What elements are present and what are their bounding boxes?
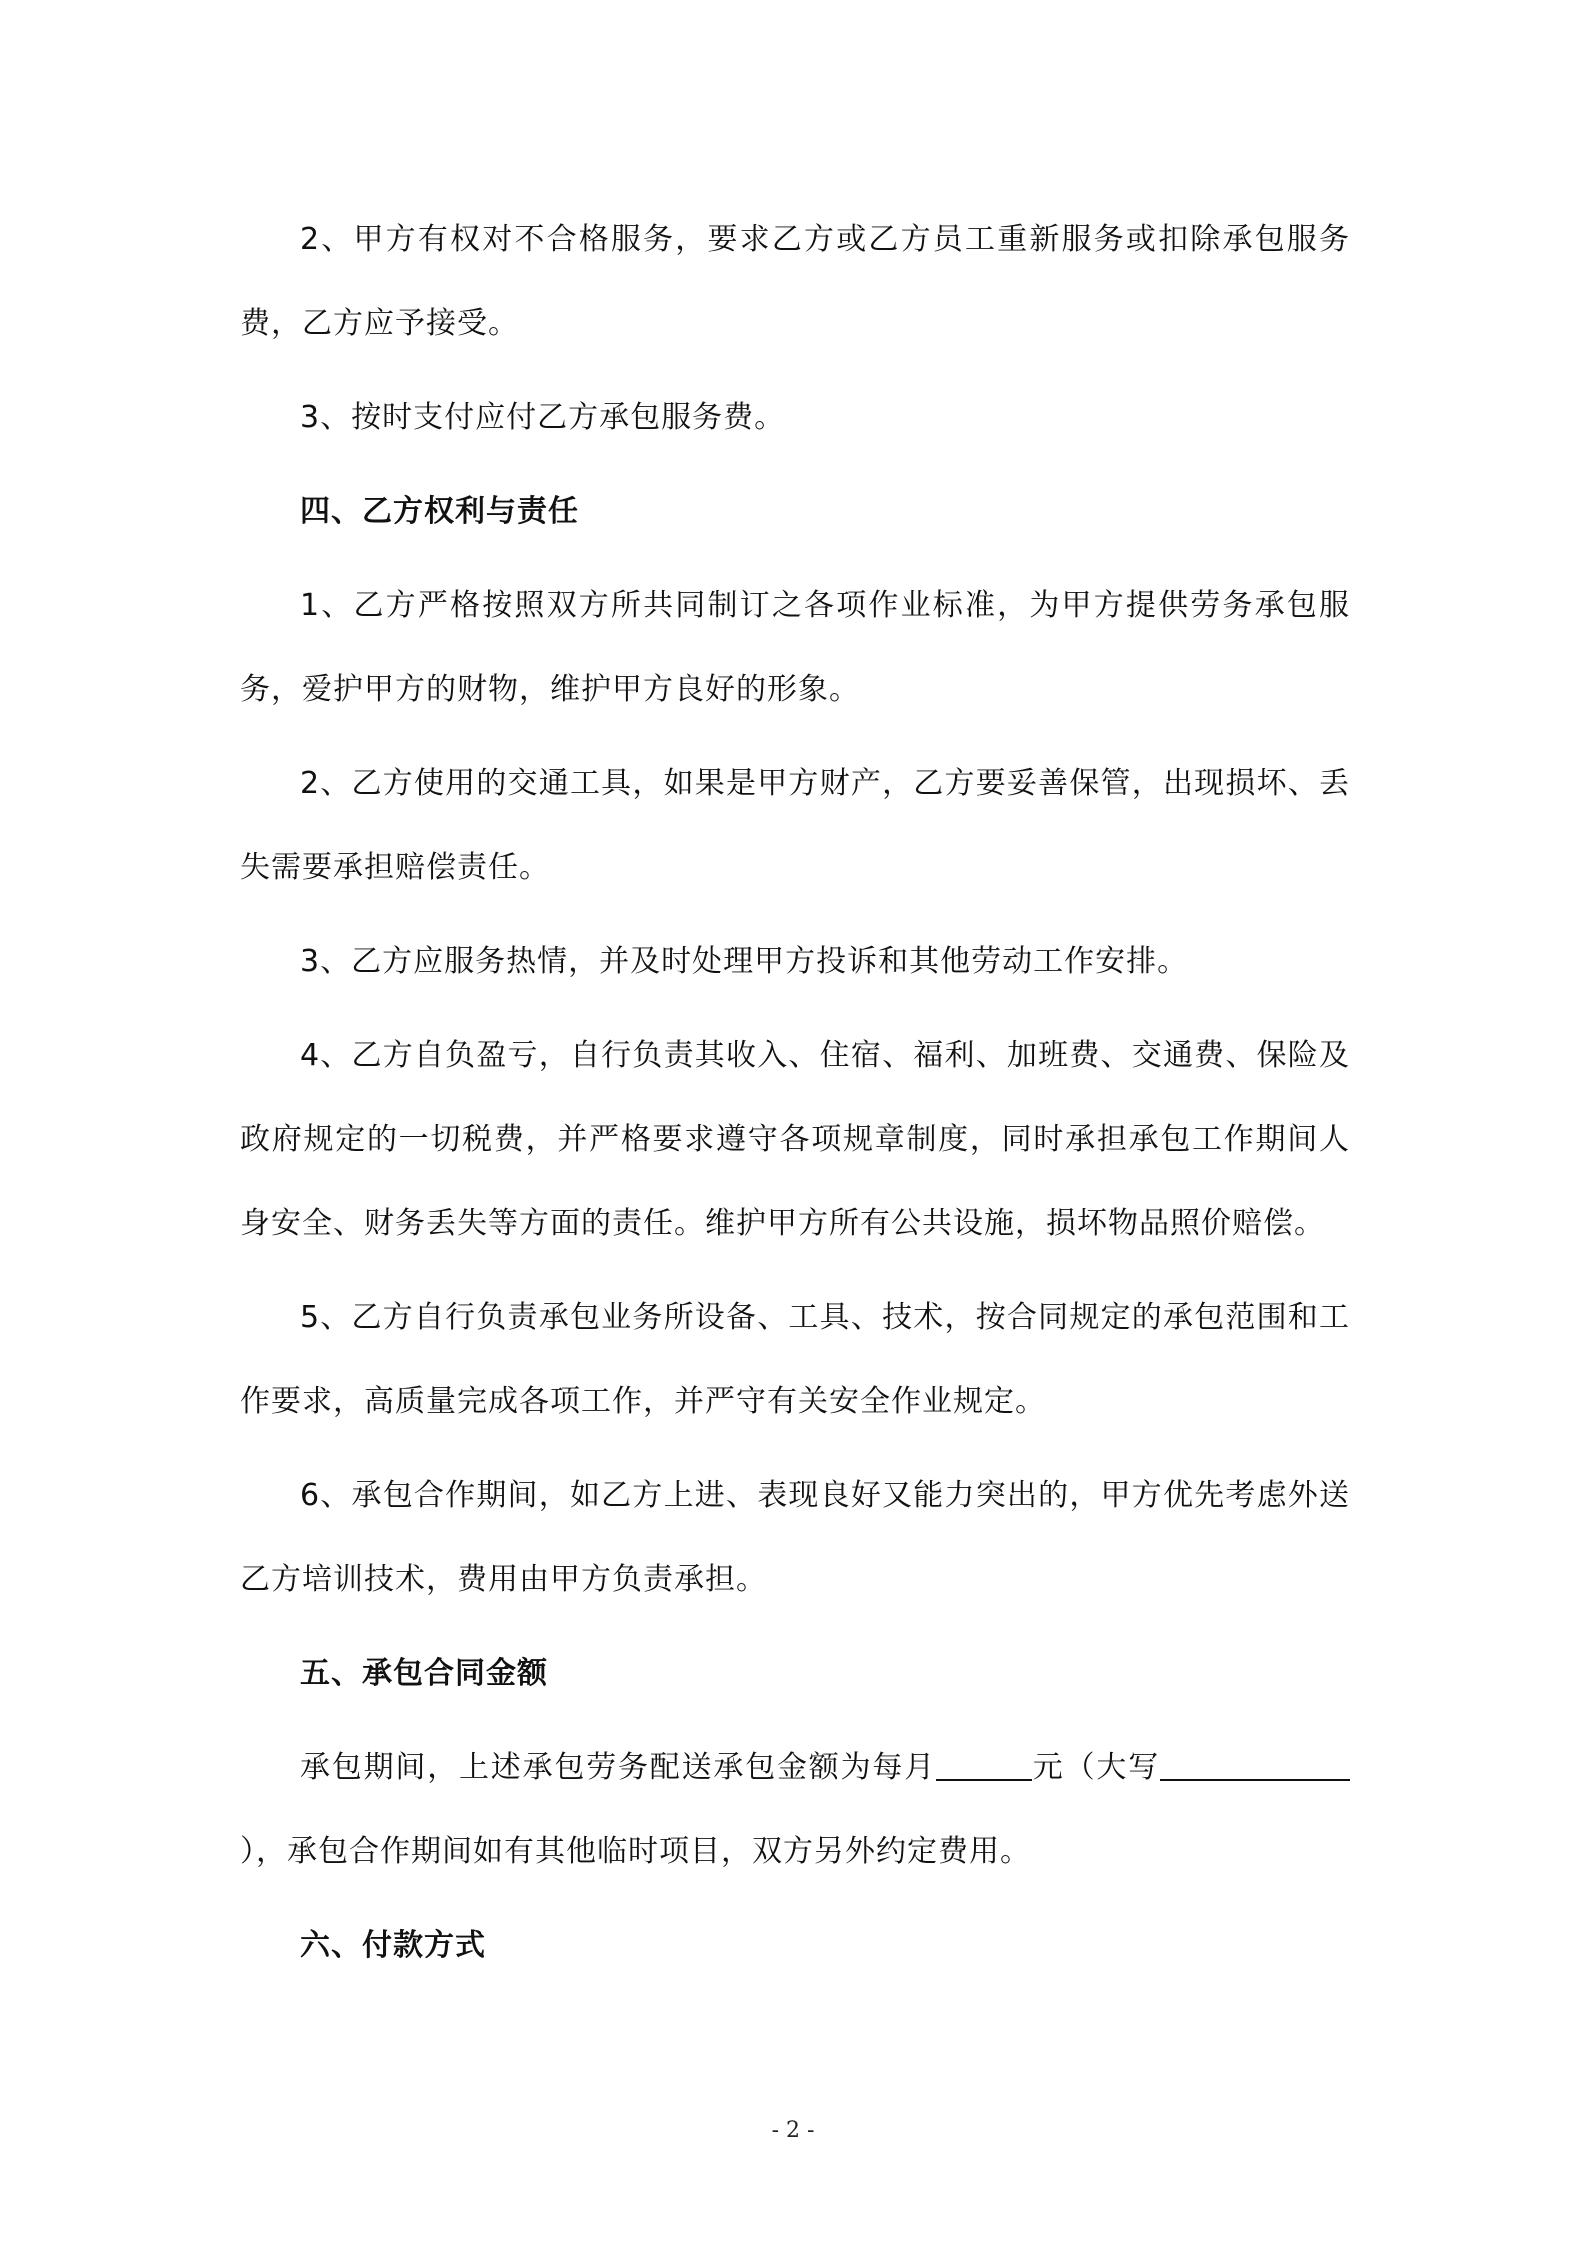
monthly-amount-blank[interactable]: [936, 1749, 1032, 1781]
section-heading-4: 四、乙方权利与责任: [300, 494, 579, 529]
section-heading-6: 六、付款方式: [300, 1928, 486, 1963]
amount-text-part1: 承包期间，上述承包劳务配送承包金额为每月: [300, 1750, 936, 1785]
paragraph-party-b-5: 5、乙方自行负责承包业务所设备、工具、技术，按合同规定的承包范围和工作要求，高质量完成各项工作，并严守有关安全作业规定。: [240, 1300, 1350, 1419]
paragraph-party-b-3: 3、乙方应服务热情，并及时处理甲方投诉和其他劳动工作安排。: [300, 944, 1189, 979]
amount-text-part3: ），: [240, 1834, 287, 1869]
paragraph-party-a-right-2: 2、甲方有权对不合格服务，要求乙方或乙方员工重新服务或扣除承包服务费，乙方应予接受。: [240, 222, 1350, 341]
paragraph-party-b-4: 4、乙方自负盈亏，自行负责其收入、住宿、福利、加班费、交通费、保险及政府规定的一切税费，并严格要求遵守各项规章制度，同时承担承包工作期间人身安全、财务丢失等方面的责任。维护甲方所有公共设施，损坏物品照价赔偿。: [240, 1038, 1350, 1241]
paragraph-contract-amount: [240, 1726, 1350, 1894]
document-body: [240, 198, 1350, 1998]
amount-text-part2: 元（大写: [1032, 1750, 1161, 1785]
page-number: - 2 -: [771, 2118, 815, 2143]
amount-in-words-blank[interactable]: [1160, 1749, 1350, 1781]
paragraph-party-b-1: 1、乙方严格按照双方所共同制订之各项作业标准，为甲方提供劳务承包服务，爱护甲方的财物，维护甲方良好的形象。: [240, 588, 1350, 707]
amount-text-part4: 承包合作期间如有其他临时项目，双方另外约定费用。: [287, 1834, 1031, 1869]
paragraph-party-b-2: 2、乙方使用的交通工具，如果是甲方财产，乙方要妥善保管，出现损坏、丢失需要承担赔偿责任。: [240, 766, 1350, 885]
section-heading-5: 五、承包合同金额: [300, 1656, 548, 1691]
paragraph-party-a-duty-3: 3、按时支付应付乙方承包服务费。: [300, 400, 786, 435]
paragraph-party-b-6: 6、承包合作期间，如乙方上进、表现良好又能力突出的，甲方优先考虑外送乙方培训技术，费用由甲方负责承担。: [240, 1478, 1350, 1597]
